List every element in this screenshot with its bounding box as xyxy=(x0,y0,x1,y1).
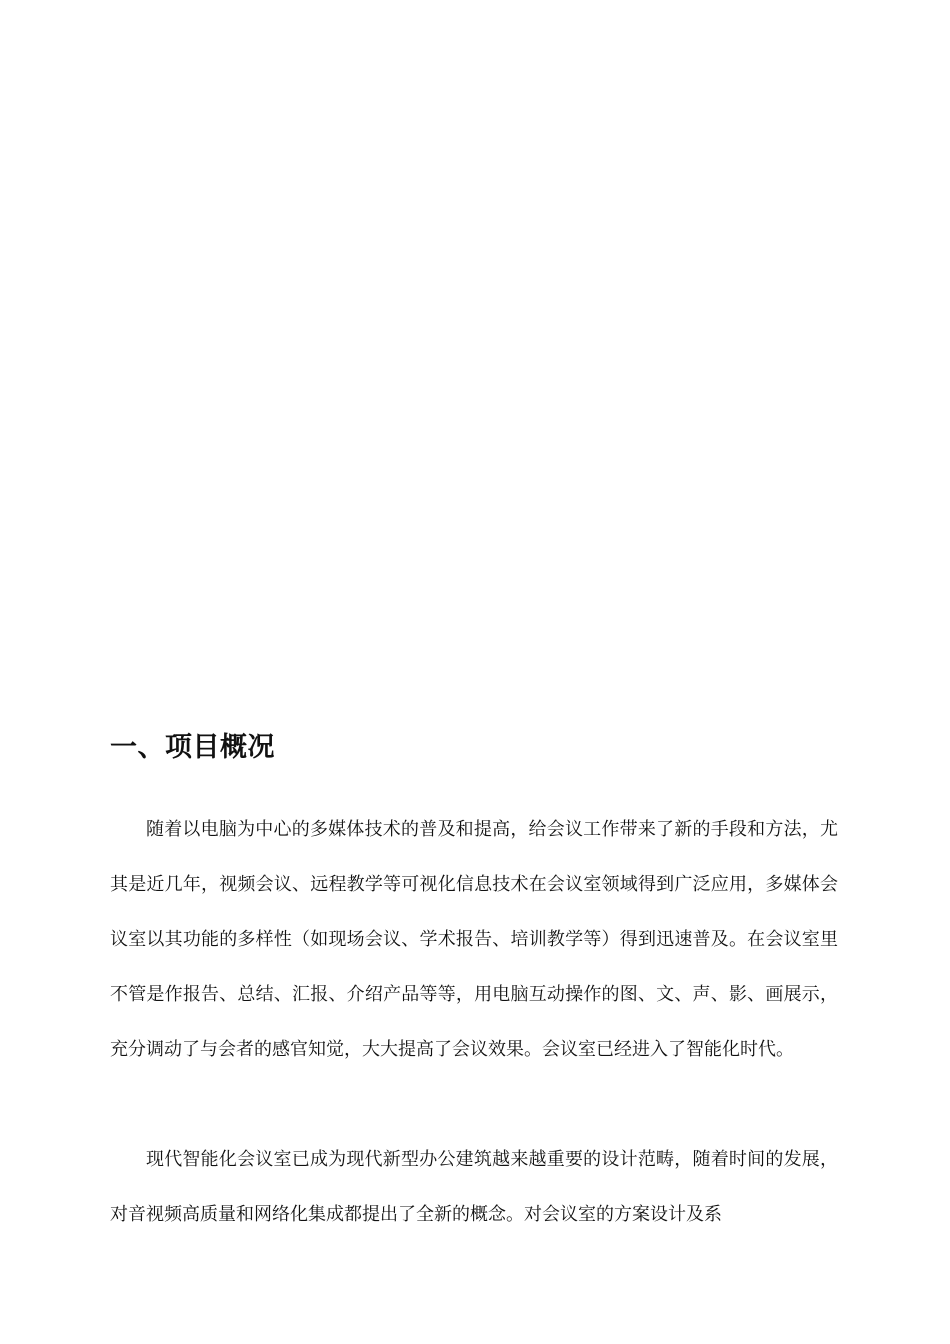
body-paragraph: 随着以电脑为中心的多媒体技术的普及和提高，给会议工作带来了新的手段和方法，尤其是近几年，视频会议、远程教学等可视化信息技术在会议室领域得到广泛应用，多媒体会议室以其功能的多样性（如现场会议、学术报告、培训教学等）得到迅速普及。在会议室里不管是作报告、总结、汇报、介绍产品等等，用电脑互动操作的图、文、声、影、画展示，充分调动了与会者的感官知觉，大大提高了会议效果。会议室已经进入了智能化时代。 xyxy=(110,819,838,1060)
body-paragraph: 现代智能化会议室已成为现代新型办公建筑越来越重要的设计范畴，随着时间的发展，对音视频高质量和网络化集成都提出了全新的概念。对会议室的方案设计及系 xyxy=(110,1149,838,1225)
section-heading: 一、项目概况 xyxy=(110,732,275,763)
